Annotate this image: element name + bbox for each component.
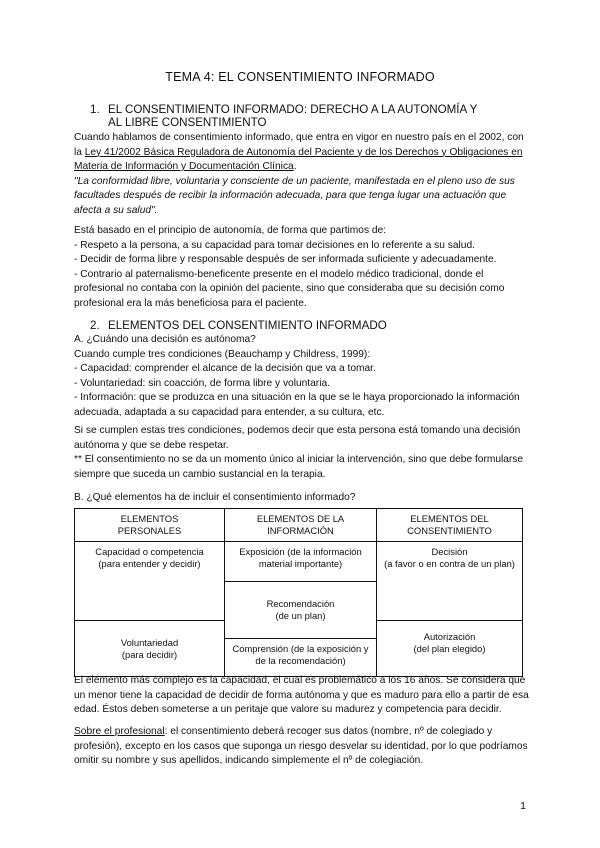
based-line: Está basado en el principio de autonomía, de forma que partimos de: xyxy=(74,225,387,236)
quote-line1: "La conformidad libre, voluntaria y consciente de un paciente, manifestada en el pleno uso de sus xyxy=(74,175,515,187)
law-link-line2: Materia de Información y Documentación Clínica xyxy=(74,161,294,173)
section2-number: 2. xyxy=(90,319,100,332)
header-personales: ELEMENTOS PERSONALES xyxy=(75,509,225,542)
elements-table xyxy=(74,508,523,677)
p1-line1: El elemento más complejo es la capacidad, el cual es problemático a los 16 años. Se considera que xyxy=(74,675,526,686)
law-suffix: . xyxy=(293,161,297,173)
intro-line1: Cuando hablamos de consentimiento informado, que entra en vigor en nuestro país en el 2002, con xyxy=(74,132,524,143)
a-line1: Cuando cumple tres condiciones (Beauchamp y Childress, 1999): xyxy=(74,348,371,360)
principle-bullet3-line1: - Contrario al paternalismo-beneficente presente en el modelo médico tradicional, donde el xyxy=(74,268,484,280)
section1-heading-line2: AL LIBRE CONSENTIMIENTO xyxy=(108,116,267,129)
principles-block xyxy=(74,224,524,312)
principle-bullet3-line3: profesional era la más beneficiosa para el paciente. xyxy=(74,297,307,309)
table-row xyxy=(75,542,523,582)
header-informacion: ELEMENTOS DE LA INFORMACIÓN xyxy=(225,509,377,542)
cond-line2: autónoma y que se debe respetar. xyxy=(74,439,229,451)
section2-heading: ELEMENTOS DEL CONSENTIMIENTO INFORMADO xyxy=(108,319,387,332)
cell-decision: Decisión (a favor o en contra de un plan) xyxy=(377,542,523,621)
p2-line3: omitir su nombre y sus apellidos, indicando simplemente el nº de colegiación. xyxy=(74,755,424,767)
section1-heading xyxy=(108,103,477,129)
a-bullet1: - Capacidad: comprender el alcance de la decisión que va a tomar. xyxy=(74,363,376,375)
page-title: TEMA 4: EL CONSENTIMIENTO INFORMADO xyxy=(165,70,435,84)
note-line1: ** El consentimiento no se da un momento único al iniciar la intervención, sino que debe formularse xyxy=(74,454,524,466)
intro-line2-prefix: la xyxy=(74,146,85,158)
a-bullet3-line2: adecuada, adaptada a su capacidad para entender, a su cultura, etc. xyxy=(74,406,385,418)
cell-comprension: Comprensión (de la exposición y de la recomendación) xyxy=(225,639,377,677)
professional-label: Sobre el profesional xyxy=(74,726,165,737)
quote-line2: facultades después de recibir la información adecuada, para que tenga lugar una actuación que xyxy=(74,190,507,202)
p2-line1-rest: : el consentimiento deberá recoger sus datos (nombre, nº de colegiado y xyxy=(164,726,493,737)
note-line2: siempre que suceda un cambio sustancial en la terapia. xyxy=(74,468,326,480)
page-number: 1 xyxy=(520,800,526,812)
a-bullet2: - Voluntariedad: sin coacción, de forma libre y voluntaria. xyxy=(74,377,330,389)
professional-paragraph xyxy=(74,725,528,769)
principle-bullet1: - Respeto a la persona, a su capacidad para tomar decisiones en lo referente a su salud. xyxy=(74,239,475,251)
cell-autorizacion: Autorización (del plan elegido) xyxy=(377,621,523,677)
cell-voluntariedad: Voluntariedad (para decidir) xyxy=(75,621,225,677)
capacity-paragraph xyxy=(74,674,529,718)
law-link-line1: Ley 41/2002 Básica Reguladora de Autonomía del Paciente y de los Derechos y Obligaciones en xyxy=(84,146,523,158)
section1-heading-line1: EL CONSENTIMIENTO INFORMADO: DERECHO A LA AUTONOMÍA Y xyxy=(108,103,478,116)
cell-capacidad: Capacidad o competencia (para entender y decidir) xyxy=(75,542,225,621)
conditions-block xyxy=(74,424,524,482)
header-consentimiento: ELEMENTOS DEL CONSENTIMIENTO xyxy=(377,509,523,542)
p1-line2: un menor tiene la capacidad de decidir de forma autónoma y que es maduro para ello a partir de esa xyxy=(74,689,529,701)
a-title: A. ¿Cuándo una decisión es autónoma? xyxy=(74,334,256,345)
cond-line1: Si se cumplen estas tres condiciones, podemos decir que esta persona está tomando una decisión xyxy=(74,425,521,436)
section1-intro xyxy=(74,131,524,219)
b-title: B. ¿Qué elementos ha de incluir el consentimiento informado? xyxy=(74,492,356,503)
principle-bullet2: - Decidir de forma libre y responsable después de ser informada suficiente y adecuadamente. xyxy=(74,254,497,266)
a-bullet3-line1: - Información: que se produzca en una situación en la que se le haya proporcionado la información xyxy=(74,392,520,404)
table-header-row xyxy=(75,509,523,542)
p1-line3: edad. Éstos deben someterse a un peritaje que valore su madurez y competencia para decidir. xyxy=(74,704,502,716)
p2-line2: profesión), excepto en los casos que suponga un riesgo desvelar su identidad, por lo que podríamos xyxy=(74,740,528,752)
principle-bullet3-line2: profesional no contaba con la opinión del paciente, sino que consideraba que su decisión como xyxy=(74,283,505,295)
section1-number: 1. xyxy=(90,103,100,116)
cell-exposicion: Exposición (de la información material importante) xyxy=(225,542,377,582)
section2-a-block xyxy=(74,333,524,421)
cell-recomendacion: Recomendación (de un plan) xyxy=(225,582,377,639)
quote-line3: afecta a su salud". xyxy=(74,204,158,216)
